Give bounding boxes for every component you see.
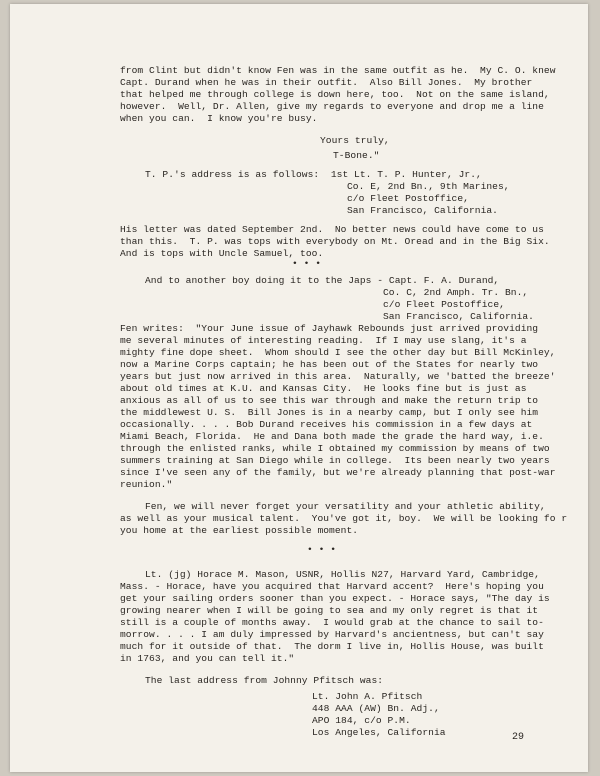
text-line: growing nearer when I will be going to sea and my only regret is that it — [120, 605, 539, 616]
address-line: T. P.'s address is as follows: 1st Lt. T. P. Hunter, Jr., — [145, 169, 482, 180]
text-line: Lt. (jg) Horace M. Mason, USNR, Hollis N27, Harvard Yard, Cambridge, — [145, 569, 540, 580]
text-line: still is a couple of months away. I would grab at the chance to sail to- — [120, 617, 544, 628]
text-line: than this. T. P. was tops with everybody on Mt. Oread and in the Big Six. — [120, 236, 550, 247]
text-line: The last address from Johnny Pfitsch was: — [145, 675, 384, 686]
typed-page — [10, 4, 588, 772]
text-line: me several minutes of interesting reading. If I may use slang, it's a — [120, 335, 527, 346]
text-line: Mass. - Horace, have you acquired that Harvard accent? Here's hoping you — [120, 581, 544, 592]
address-line: San Francisco, California. — [383, 311, 534, 322]
address-line: c/o Fleet Postoffice, — [383, 299, 505, 310]
text-line: anxious as all of us to see this war through and make the return trip to — [120, 395, 539, 406]
text-line: Fen writes: "Your June issue of Jayhawk Rebounds just arrived providing — [120, 323, 539, 334]
address-line: Co. E, 2nd Bn., 9th Marines, — [347, 181, 510, 192]
closing-line: Yours truly, — [320, 135, 390, 146]
text-line: from Clint but didn't know Fen was in the same outfit as he. My C. O. knew — [120, 65, 556, 76]
text-line: Fen, we will never forget your versatility and your athletic ability, — [145, 501, 546, 512]
text-line: And is tops with Uncle Samuel, too. — [120, 248, 324, 259]
text-line: mighty fine dope sheet. Whom should I see the other day but Bill McKinley, — [120, 347, 556, 358]
text-line: years but just now arrived in this area. Naturally, we 'batted the breeze' — [120, 371, 556, 382]
section-separator: • • • — [292, 258, 322, 269]
address-line: Lt. John A. Pfitsch — [312, 691, 423, 702]
signature-line: T-Bone." — [333, 150, 380, 161]
address-line: San Francisco, California. — [347, 205, 498, 216]
address-line: APO 184, c/o P.M. — [312, 715, 411, 726]
page-number: 29 — [512, 732, 525, 743]
text-line: however. Well, Dr. Allen, give my regards to everyone and drop me a line — [120, 101, 544, 112]
text-line: now a Marine Corps captain; he has been out of the States for nearly two — [120, 359, 539, 370]
text-line: occasionally. . . . Bob Durand receives his commission in a few days at — [120, 419, 533, 430]
address-line: c/o Fleet Postoffice, — [347, 193, 469, 204]
text-line: reunion." — [120, 479, 173, 490]
address-line: Co. C, 2nd Amph. Tr. Bn., — [383, 287, 529, 298]
text-line: since I've seen any of the family, but we're already planning that post-war — [120, 467, 556, 478]
address-line: Los Angeles, California — [312, 727, 446, 738]
text-line: through the enlisted ranks, while I obtained my commission by means of two — [120, 443, 550, 454]
text-line: morrow. . . . I am duly impressed by Harvard's ancientness, but can't say — [120, 629, 544, 640]
text-line: His letter was dated September 2nd. No better news could have come to us — [120, 224, 544, 235]
address-line: 448 AAA (AW) Bn. Adj., — [312, 703, 440, 714]
text-line: much for it outside of that. The dorm I live in, Hollis House, was built — [120, 641, 544, 652]
text-line: you home at the earliest possible moment. — [120, 525, 359, 536]
text-line: And to another boy doing it to the Japs - Capt. F. A. Durand, — [145, 275, 500, 286]
text-line: the middlewest U. S. Bill Jones is in a nearby camp, but I only see him — [120, 407, 539, 418]
text-line: get your sailing orders sooner than you expect. - Horace says, "The day is — [120, 593, 550, 604]
section-separator: • • • — [307, 544, 337, 555]
text-line: when you can. I know you're busy. — [120, 113, 318, 124]
text-line: Capt. Durand when he was in their outfit. Also Bill Jones. My brother — [120, 77, 533, 88]
text-line: about old times at K.U. and Kansas City. He looks fine but is just as — [120, 383, 527, 394]
text-line: summers training at San Diego while in college. Its been nearly two years — [120, 455, 550, 466]
text-line: in 1763, and you can tell it." — [120, 653, 295, 664]
text-line: Miami Beach, Florida. He and Dana both made the grade the hard way, i.e. — [120, 431, 544, 442]
text-line: as well as your musical talent. You've got it, boy. We will be looking fo r — [120, 513, 568, 524]
text-line: that helped me through college is down here, too. Not on the same island, — [120, 89, 550, 100]
